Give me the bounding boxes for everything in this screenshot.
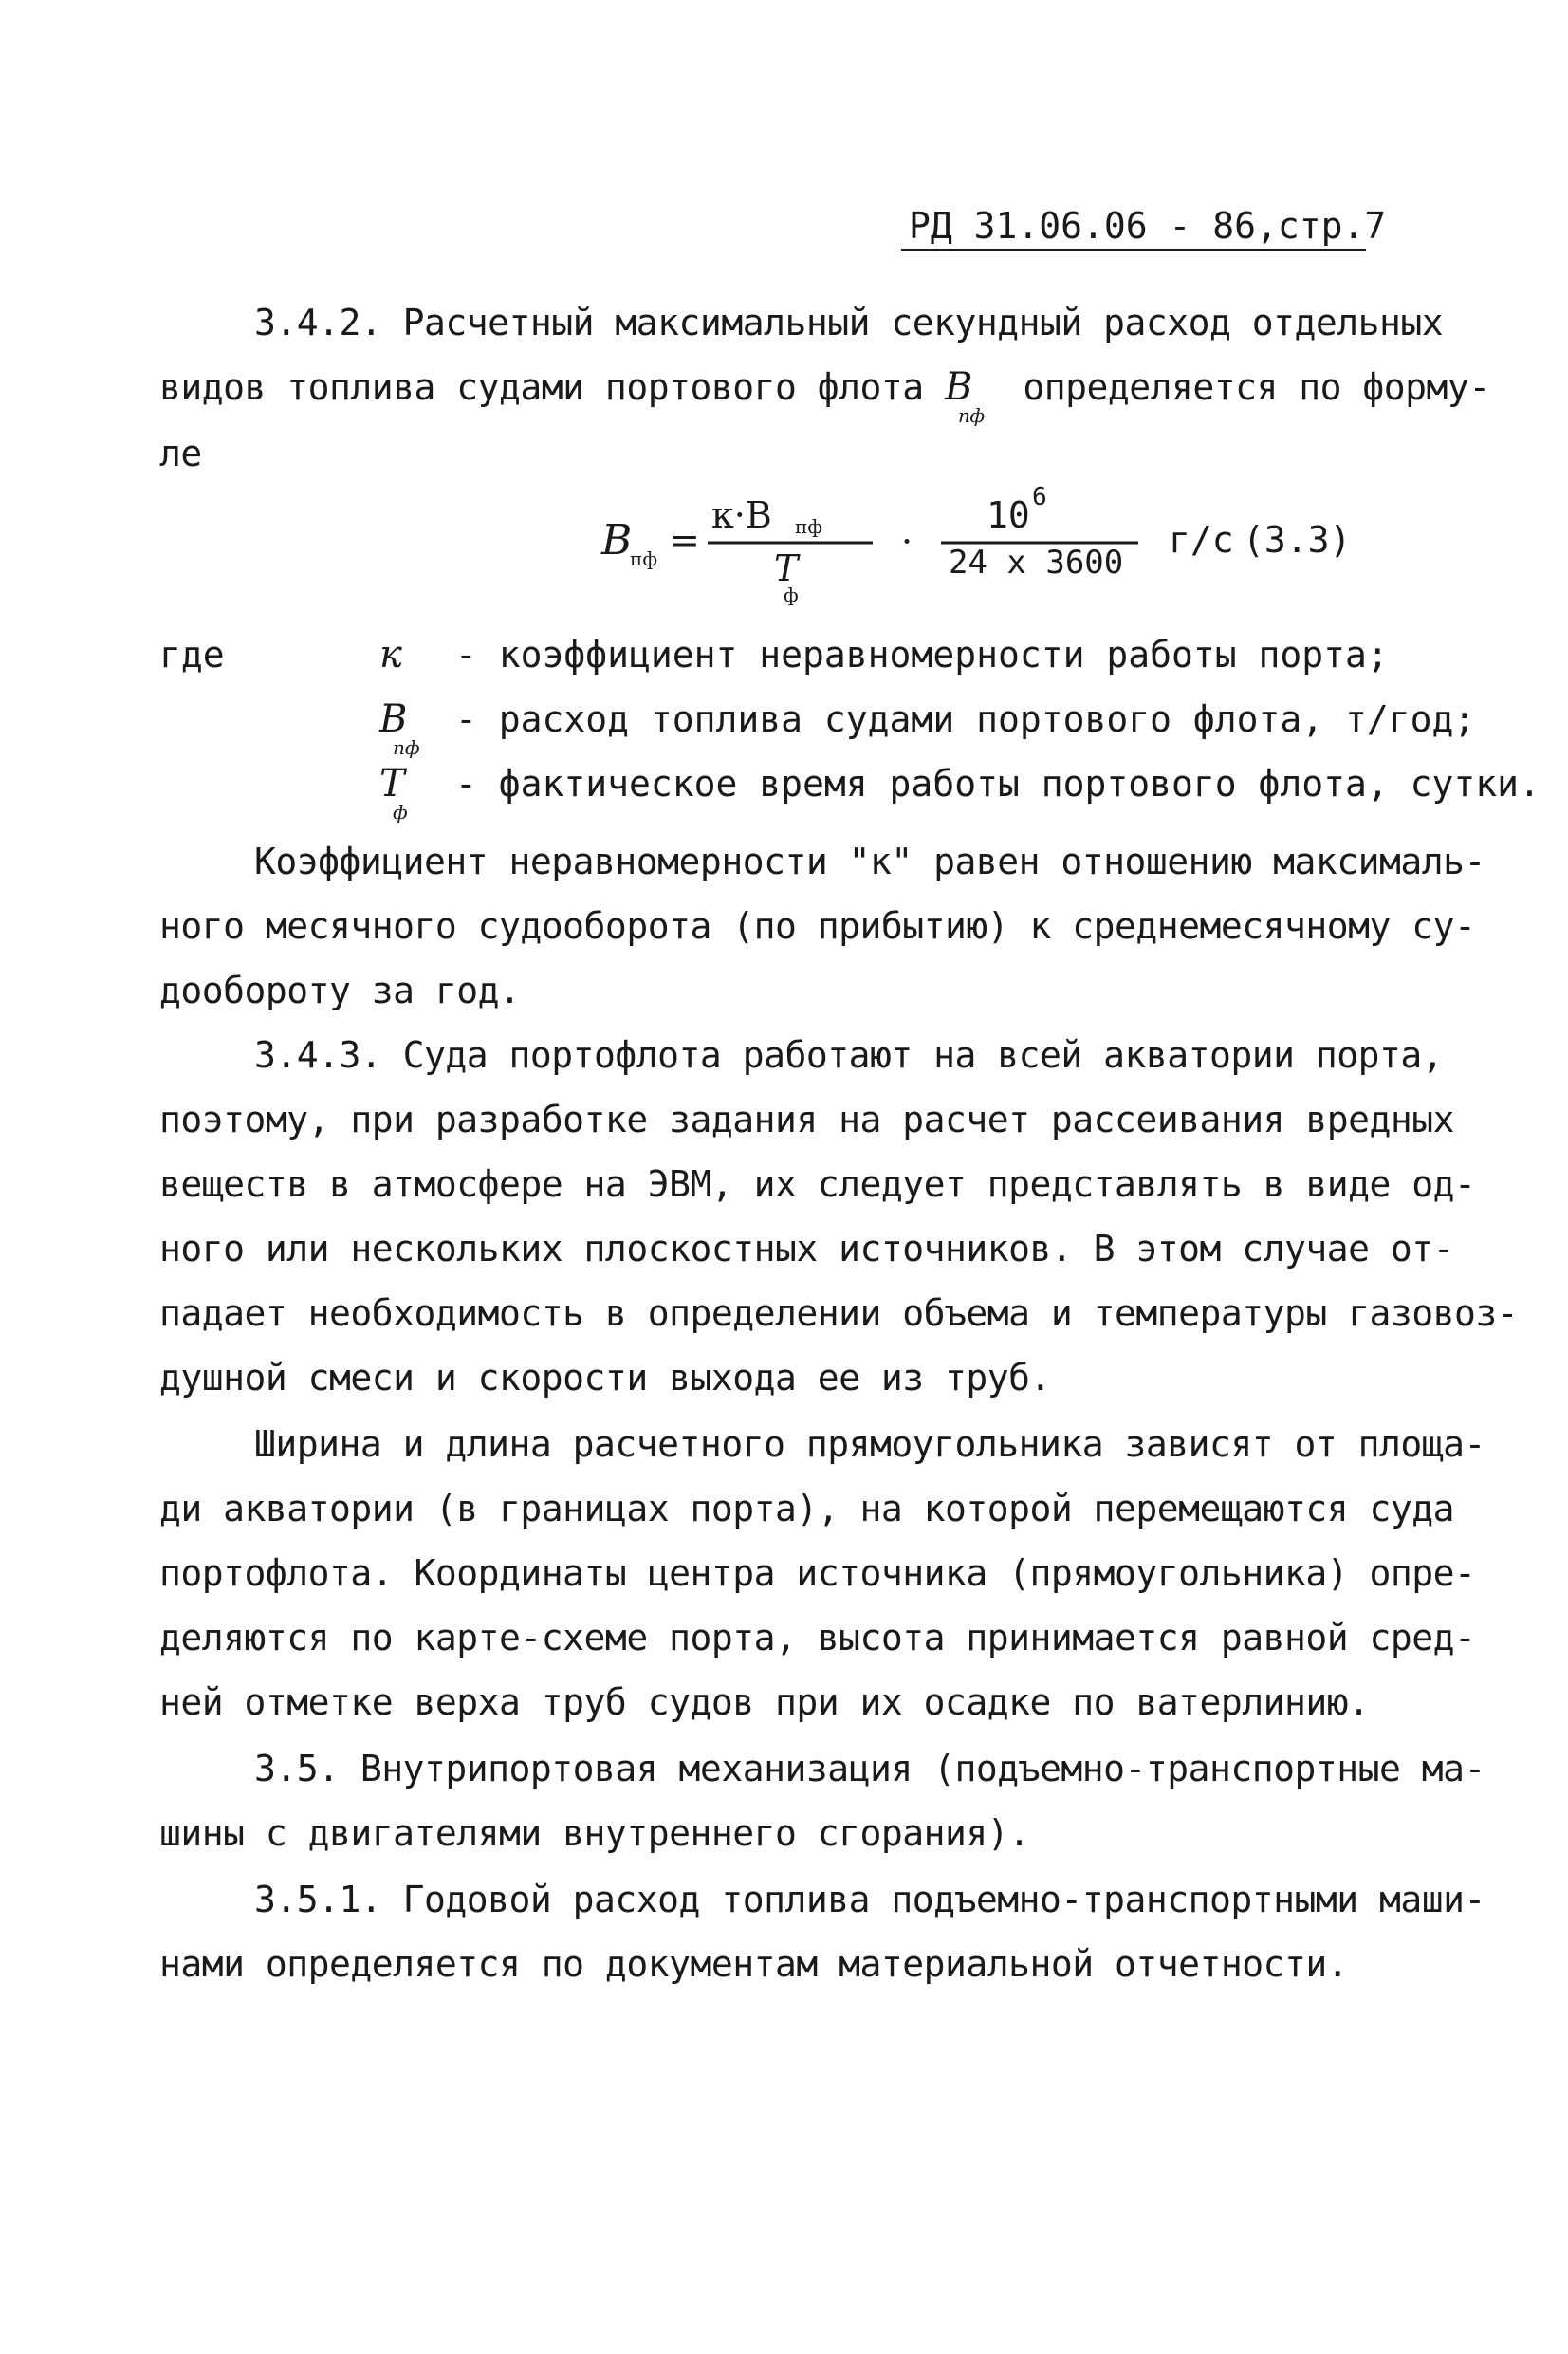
page-header-reference: РД 31.06.06 - 86,стр.7 xyxy=(909,205,1387,247)
formula-frac2-num: 10 xyxy=(987,494,1030,536)
svg-text:·: · xyxy=(901,521,913,563)
text-line: портофлота. Координаты центра источника (прямоугольника) опре- xyxy=(159,1552,1476,1594)
var-k-symbol: к xyxy=(379,633,402,677)
text-line: ле xyxy=(159,433,202,474)
where-item xyxy=(379,697,1476,759)
where-item xyxy=(379,762,1540,824)
formula-denominator-sub: ф xyxy=(784,584,799,606)
var-description: - коэффициент неравномерности работы порта; xyxy=(455,634,1389,676)
text-line: падает необходимость в определении объема и температуры газовоз- xyxy=(159,1292,1519,1334)
text-line: Коэффициент неравномерности "к" равен отношению максималь- xyxy=(254,841,1485,882)
formula-frac2-exp: 6 xyxy=(1032,483,1047,511)
text-line: душной смеси и скорости выхода ее из труб. xyxy=(159,1357,1051,1399)
where-item xyxy=(379,634,1389,676)
text-line: 3.5. Внутрипортовая механизация (подъемно-транспортные ма- xyxy=(254,1748,1485,1789)
formula-numerator-sub: пф xyxy=(795,515,822,538)
text-line: 3.5.1. Годовой расход топлива подъемно-транспортными маши- xyxy=(254,1879,1485,1920)
text-line: веществ в атмосфере на ЭВМ, их следует представлять в виде од- xyxy=(159,1163,1476,1205)
text-line: ней отметке верха труб судов при их осадке по ватерлинию. xyxy=(159,1681,1370,1723)
symbol-b-pf: В пф xyxy=(945,365,985,427)
text-line: ного месячного судооборота (по прибытию) к среднемесячному су- xyxy=(159,905,1476,947)
formula-3-3 xyxy=(588,474,1366,607)
text-line xyxy=(159,365,1490,427)
formula-frac2-den: 24 х 3600 xyxy=(949,544,1124,582)
var-b-symbol: В пф xyxy=(379,697,420,759)
text-line: деляются по карте-схеме порта, высота принимается равной сред- xyxy=(159,1617,1476,1659)
formula-lhs-sub: пф xyxy=(630,547,657,570)
formula-units: г/с xyxy=(1169,519,1234,561)
formula-lhs: В xyxy=(601,516,633,565)
formula-number: (3.3) xyxy=(1243,519,1352,561)
var-description: - расход топлива судами портового флота, т/год; xyxy=(455,698,1476,740)
text-line: 3.4.3. Суда портофлота работают на всей акватории порта, xyxy=(254,1034,1444,1076)
text-line: Ширина и длина расчетного прямоугольника зависят от площа- xyxy=(254,1423,1485,1465)
var-t-symbol: Т ф xyxy=(379,762,408,824)
var-description: - фактическое время работы портового флота, сутки. xyxy=(455,763,1540,805)
text-span: определяется по форму- xyxy=(1002,366,1490,408)
svg-text:=: = xyxy=(670,519,700,561)
text-line: дообороту за год. xyxy=(159,970,521,1011)
text-line: нами определяется по документам материальной отчетности. xyxy=(159,1943,1349,1985)
text-line: ного или нескольких плоскостных источников. В этом случае от- xyxy=(159,1228,1455,1270)
where-label: где xyxy=(159,634,225,676)
formula-numerator: к·В xyxy=(711,494,772,536)
text-span: видов топлива судами портового флота xyxy=(159,366,924,408)
formula-denominator: Т xyxy=(774,547,799,589)
header-underline xyxy=(901,249,1366,251)
text-line: ди акватории (в границах порта), на которой перемещаются суда xyxy=(159,1488,1455,1529)
text-line: поэтому, при разработке задания на расчет рассеивания вредных xyxy=(159,1099,1455,1140)
text-line: шины с двигателями внутреннего сгорания). xyxy=(159,1812,1030,1854)
text-line: 3.4.2. Расчетный максимальный секундный расход отдельных xyxy=(254,302,1444,343)
